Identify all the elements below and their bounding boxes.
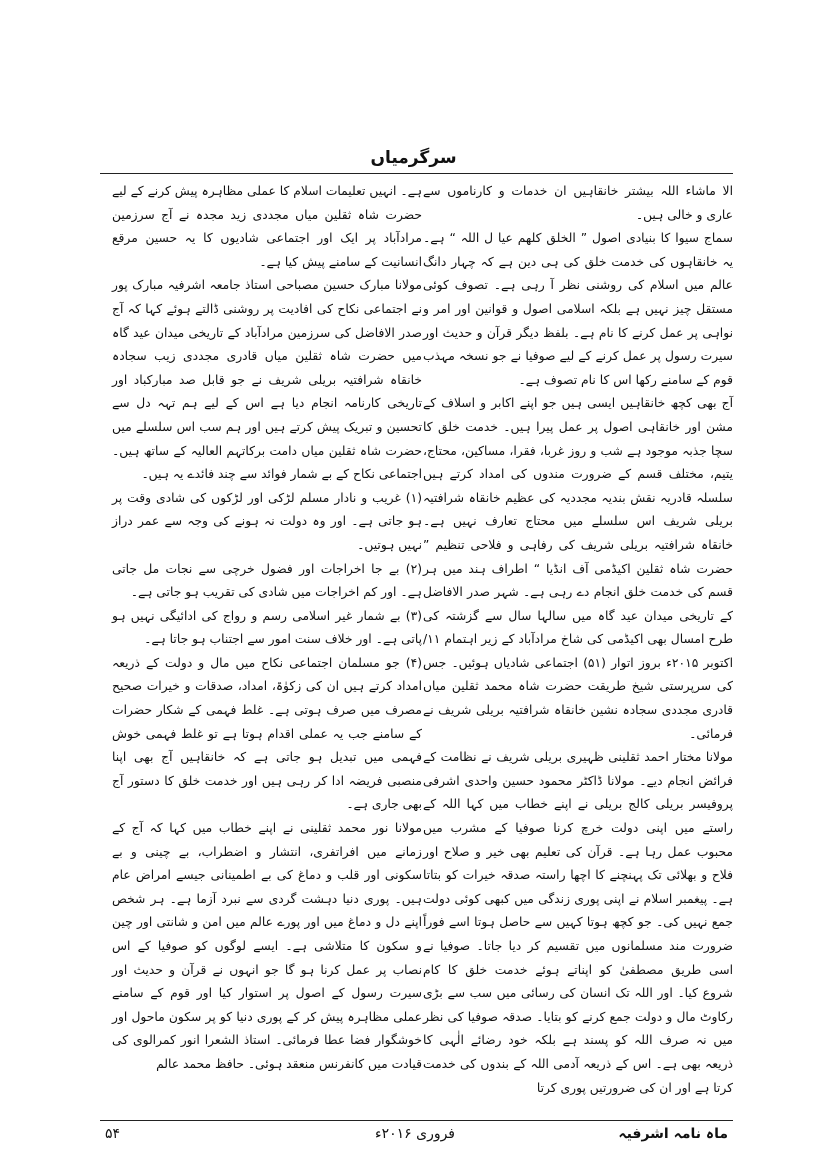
paragraph: آج بھی کچھ خانقاہیں ایسی ہیں جو اپنے اکابر و اسلاف کے مشن اور خانقاہی اصول پر عمل پیرا ہیں۔ خدمت خلق کا سچا جذبہ موجود ہے شب و روز غربا، فقرا، مساکین، محتاج، یتیم، مختلف قسم کے ضرورت مندوں کی امداد کرتے ہیں سلسلہ قادریہ نقش بندیہ مجددیہ کی عظیم خانقاہ شرافتیہ بریلی شریف اس سلسلے میں محتاج تعارف نہیں ہے۔ خانقاہ شرافتیہ بریلی شریف کی رفاہی و فلاحی تنظیم ” حضرت شاہ ثقلین اکیڈمی آف انڈیا “ اطراف ہند میں ہر قسم کی خدمت خلق انجام دے رہی ہے۔ شہر صدر الافاضل کے تاریخی میدان عید گاہ میں سالہا سال سے گزشتہ کی طرح امسال بھی اکیڈمی کی شاخ مرادآباد کے زیر اہتمام ۱۱/ اکتوبر ۲۰۱۵ء بروز اتوار (۵۱) اجتماعی شادیاں ہوئیں۔ جس کی سرپرستی شیخ طریقت حضرت شاہ محمد ثقلین میاں قادری مجددی سجادہ نشین خانقاہ شرافتیہ بریلی شریف نے فرمائی۔ [423,396,734,741]
issue-date: فروری ۲۰۱۶ء [374,1126,456,1142]
paragraph: مولانا نور محمد ثقلینی نے اپنے خطاب میں کہا کہ آج کے زمانے میں افراتفری، انتشار و اضطراب، بے چینی و بے سکونی اور قلب و دماغ کی بے اطمینانی جیسے امراض عام ہیں۔ پوری دنیا دہشت گردی سے نبرد آزما ہے۔ ہر شخص اپنے دل و دماغ میں اور پورے عالم میں امن و شانتی اور چین و سکون کا متلاشی ہے۔ ایسے لوگوں کو صوفیا کے اس نصاب پر عمل کرنا ہو گا جو انہوں نے قرآن و حدیث اور سیرت رسول کے اصول پر استوار کیا اور قوم کے سامنے عملی مظاہرہ پیش کر کے پوری دنیا کو پر سکون ماحول اور خوشگوار فضا عطا فرمائی۔ استاذ الشعرا انور کمرالوی کی قیادت میں کانفرنس منعقد ہوئی۔ حافظ محمد عالم [112,821,422,1071]
paragraph: الا ماشاء اللہ بیشتر خانقاہیں ان خدمات و کارناموں سے عاری و خالی ہیں۔ [423,184,733,222]
paragraph: سماج سیوا کا بنیادی اصول ” الخلق کلھم عیا ل اللہ “ ہے۔ یہ خانقاہوں کی خدمت خلق کی ہی دین ہے کہ چہار دانگ عالم میں اسلام کی روشنی نظر آ رہی ہے۔ تصوف کوئی مستقل چیز نہیں ہے بلکہ اسلامی اصول و قوانین اور امر و نواہی پر عمل کرنے کا نام ہے۔ بلفظ دیگر قرآن و حدیث اور سیرت رسول پر عمل کرنے کے لیے صوفیا نے جو نسخہ مہذب قوم کے سامنے رکھا اس کا نام تصوف ہے۔ [423,231,733,387]
footer-rule [100,1120,733,1121]
page-section-title: سرگرمیاں [370,148,457,168]
paragraph: ہے۔ انہیں تعلیمات اسلام کا عملی مظاہرہ پیش کرنے کے لیے حضرت شاہ ثقلین میاں مجددی زید مجدہ نے آج سرزمین مرادآباد پر ایک اور اجتماعی شادیوں کا یہ حسین مرقع انسانیت کے سامنے پیش کیا ہے۔ [112,184,422,269]
list-item: (۳) بے شمار غیر اسلامی رسم و رواج کی ادائیگی نہیں ہو پاتی ہے۔ اور خلاف سنت امور سے اجتناب ہو جاتا ہے۔ [112,608,422,647]
paragraph: مولانا مبارک حسین مصباحی استاذ جامعہ اشرفیہ مبارک پور نے اجتماعی نکاح کی افادیت پر روشنی ڈالتے ہوئے کہا کہ آج صدر الافاضل کی سرزمین مرادآباد کے تاریخی میدان عید گاہ میں حضرت شاہ ثقلین میاں قادری مجددی زیب سجادہ خانقاہ شرافتیہ بریلی شریف نے جو قابل صد مبارکباد اور تاریخی کارنامہ انجام دیا ہے اس کے لیے ہم تہہ دل سے تحسین و تبریک پیش کرتے ہیں اور ہم سب اس سلسلے میں حضرت شاہ ثقلین میاں دامت برکاتہم العالیہ کے ساتھ ہیں۔ اجتماعی نکاح کے بے شمار فوائد سے چند فائدے یہ ہیں۔ [112,278,422,482]
paragraph: مولانا مختار احمد ثقلینی ظہیری بریلی شریف نے نظامت کے فرائض انجام دیے۔ مولانا ڈاکٹر محمود حسین واحدی اشرفی پروفیسر بریلی کالج بریلی نے اپنے خطاب میں کہا اللہ کے راستے میں اپنی دولت خرچ کرنا صوفیا کے مشرب میں محبوب عمل رہا ہے۔ قرآن کی تعلیم بھی خیر و صلاح اور فلاح و بھلائی تک پہنچنے کا اچھا راستہ صدقہ خیرات کو بتاتا ہے۔ پیغمبر اسلام نے اپنی پوری زندگی میں کبھی کوئی دولت جمع نہیں کی۔ جو کچھ ہوتا کہیں سے حاصل ہوتا اسے فوراً ضرورت مند مسلمانوں میں تقسیم کر دیا جاتا۔ صوفیا نے اسی طریق مصطفیٰ کو اپناتے ہوئے خدمت خلق کا کام شروع کیا۔ اور اللہ تک انسان کی رسائی میں سب سے بڑی رکاوٹ مال و دولت جمع کرنے کو بتایا۔ صدقہ صوفیا کی نظر میں نہ صرف اللہ کو پسند ہے بلکہ خود رضائے الٰہی کا ذریعہ بھی ہے۔ اس کے ذریعہ آدمی اللہ کے بندوں کی خدمت کرتا ہے اور ان کی ضرورتیں پوری کرتا [423,750,733,1095]
page-number: ۵۴ [105,1126,121,1142]
right-column [423,180,733,1100]
list-item: (۴) جو مسلمان اجتماعی نکاح میں مال و دولت کے ذریعہ امداد کرتے ہیں ان کی زکوٰۃ، امداد، صدقات و خیرات صحیح مصرف میں صرف ہوتی ہے۔ غلط فہمی کے شکار حضرات کے سامنے جب یہ عملی اقدام ہوتا ہے تو غلط فہمی خوش فہمی میں تبدیل ہو جاتی ہے کہ خانقاہیں آج بھی اپنا منصبی فریضہ ادا کر رہی ہیں اور خدمت خلق کا دستور آج بھی جاری ہے۔ [112,655,422,812]
magazine-name: ماہ نامہ اشرفیہ [618,1126,728,1142]
left-column [112,180,422,1077]
list-item: (۱) غریب و نادار مسلم لڑکی اور لڑکوں کی شادی وقت پر ہو جاتی ہے۔ اور وہ دولت نہ ہونے کی وجہ سے عمر دراز نہیں ہوتیں۔ [112,490,422,552]
list-item: (۲) بے جا اخراجات اور فضول خرچی سے نجات مل جاتی ہے۔ اور کم اخراجات میں شادی کی تقریب ہو جاتی ہے۔ [112,561,422,600]
header-rule [100,173,733,174]
